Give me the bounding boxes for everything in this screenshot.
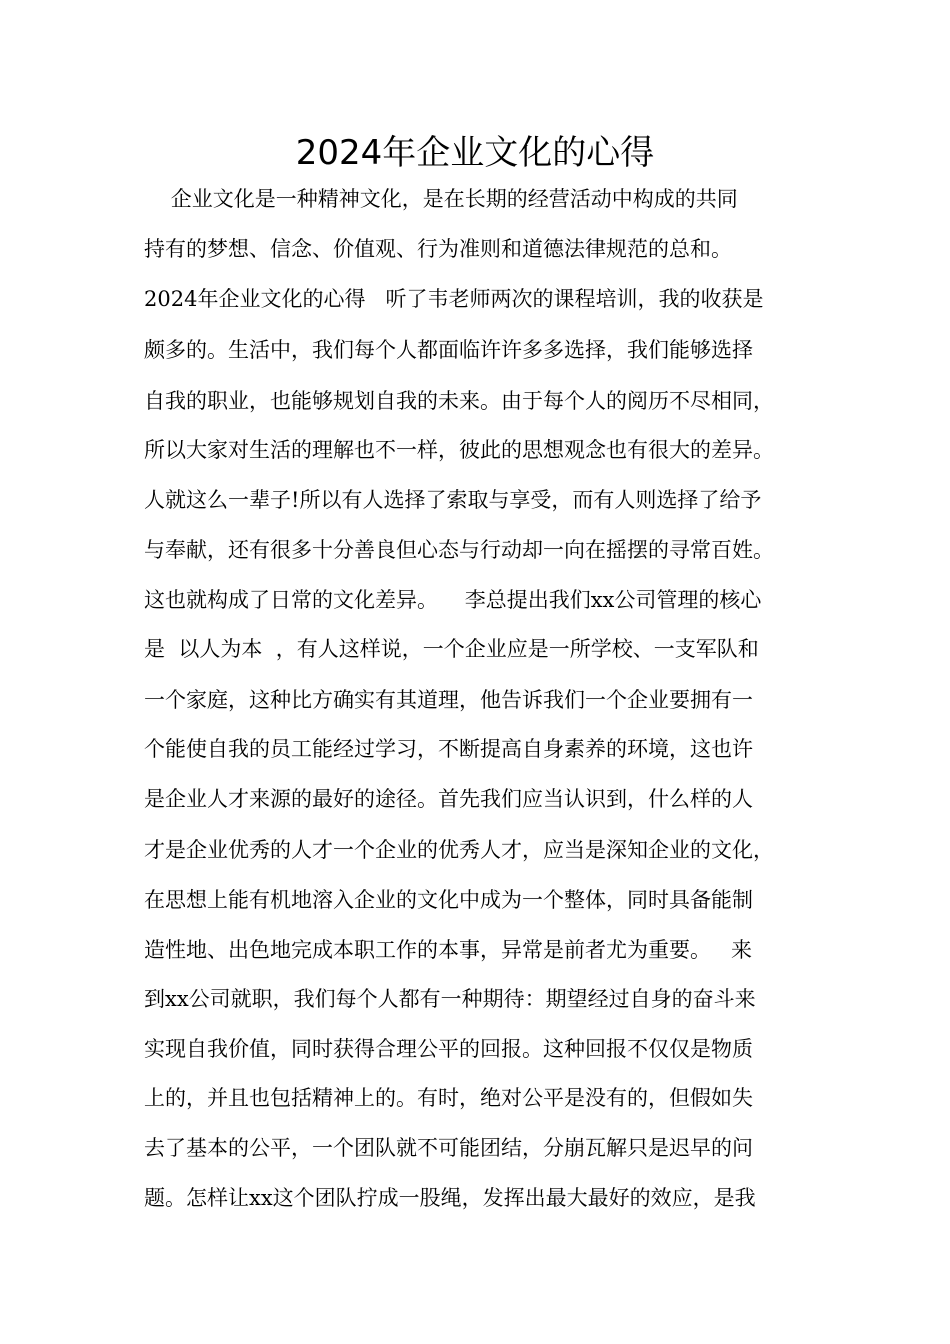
paragraph-line: 人就这么一辈子!所以有人选择了索取与享受，而有人则选择了给予 — [144, 488, 762, 512]
paragraph-line: 实现自我价值，同时获得合理公平的回报。这种回报不仅仅是物质 — [144, 1037, 753, 1061]
paragraph-line: 2024年企业文化的心得 听了韦老师两次的课程培训，我的收获是 — [144, 287, 764, 311]
paragraph-line: 企业文化是一种精神文化，是在长期的经营活动中构成的共同 — [144, 187, 738, 211]
paragraph-line: 在思想上能有机地溶入企业的文化中成为一个整体，同时具备能制 — [144, 888, 753, 912]
paragraph-line: 个能使自我的员工能经过学习，不断提高自身素养的环境，这也许 — [144, 737, 753, 761]
paragraph-line: 颇多的。生活中，我们每个人都面临许许多多选择，我们能够选择 — [144, 338, 753, 362]
paragraph-line: 这也就构成了日常的文化差异。 李总提出我们xx公司管理的核心 — [144, 588, 762, 612]
paragraph-line: 与奉献，还有很多十分善良但心态与行动却一向在摇摆的寻常百姓。 — [144, 538, 774, 562]
paragraph-line: 题。怎样让xx这个团队拧成一股绳，发挥出最大最好的效应，是我 — [144, 1186, 756, 1210]
paragraph-line: 自我的职业，也能够规划自我的未来。由于每个人的阅历不尽相同， — [144, 389, 774, 413]
paragraph-line: 到xx公司就职，我们每个人都有一种期待：期望经过自身的奋斗来 — [144, 987, 756, 1011]
paragraph-line: 去了基本的公平，一个团队就不可能团结，分崩瓦解只是迟早的问 — [144, 1136, 753, 1160]
paragraph-line: 才是企业优秀的人才一个企业的优秀人才，应当是深知企业的文化， — [144, 838, 774, 862]
paragraph-line: 是 以人为本 ，有人这样说，一个企业应是一所学校、一支军队和 — [144, 637, 759, 661]
paragraph-line: 所以大家对生活的理解也不一样，彼此的思想观念也有很大的差异。 — [144, 438, 774, 462]
paragraph-line: 上的，并且也包括精神上的。有时，绝对公平是没有的，但假如失 — [144, 1086, 753, 1110]
document-title: 2024年企业文化的心得 — [295, 133, 655, 173]
paragraph-line: 持有的梦想、信念、价值观、行为准则和道德法律规范的总和。 — [144, 237, 732, 261]
paragraph-line: 一个家庭，这种比方确实有其道理，他告诉我们一个企业要拥有一 — [144, 688, 753, 712]
paragraph-line: 造性地、出色地完成本职工作的本事，异常是前者尤为重要。 来 — [144, 938, 753, 962]
paragraph-line: 是企业人才来源的最好的途径。首先我们应当认识到，什么样的人 — [144, 787, 753, 811]
